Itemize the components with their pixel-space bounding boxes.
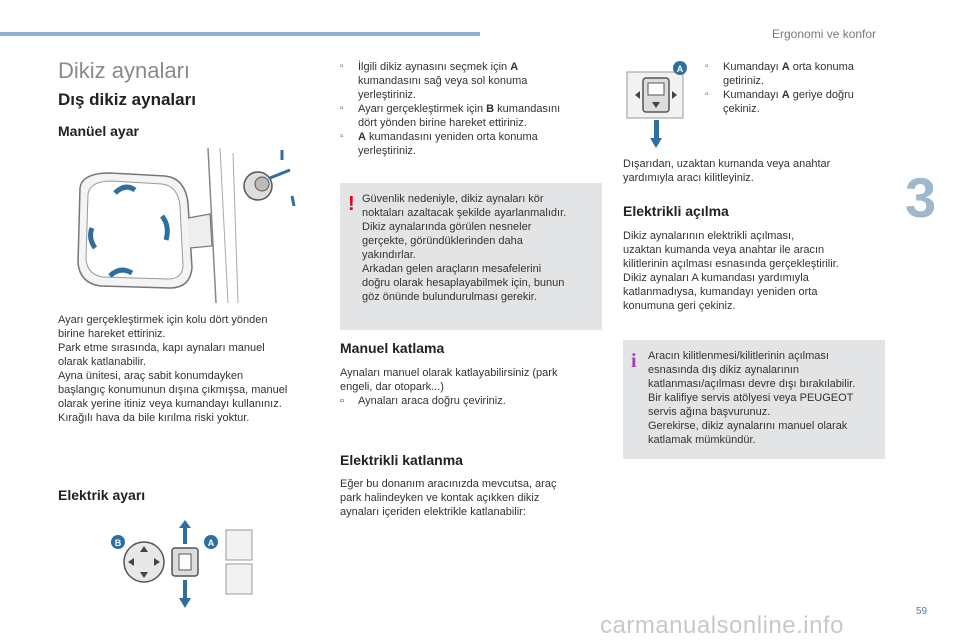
page-title: Dikiz aynaları bbox=[58, 58, 191, 83]
list-item: ▫ A kumandasını yeniden orta konuma yerleştiriniz. bbox=[340, 131, 538, 157]
page-number: 59 bbox=[916, 606, 928, 617]
remote-lock-text: Dışarıdan, uzaktan kumanda veya anahtar yardımıyla aracı kilitleyiniz. bbox=[623, 158, 831, 184]
heading-manual-fold: Manuel katlama bbox=[340, 340, 445, 356]
info-icon: i bbox=[631, 350, 637, 372]
manual-fold-text: Aynaları manuel olarak katlayabilirsiniz (park engeli, dar otopark...) ▫ Aynaları araca doğru çeviriniz. bbox=[340, 367, 558, 407]
heading-electric-fold: Elektrikli katlanma bbox=[340, 452, 463, 468]
list-item: ▫ İlgili dikiz aynasını seçmek için A kumandasını sağ veya sol konuma yerleştiriniz. bbox=[340, 61, 528, 101]
fold-steps bbox=[705, 60, 885, 116]
svg-text:B: B bbox=[114, 538, 122, 548]
watermark: carmanualsonline.info bbox=[600, 612, 844, 639]
list-item: ▫ Kumandayı A geriye doğru çekiniz. bbox=[705, 89, 854, 115]
warning-text: Güvenlik nedeniyle, dikiz aynaları kör noktaları azaltacak şekilde ayarlanmalıdır. Dikiz aynalarında görülen nesneler gerçekte, göründüklerinden daha yakındırlar. Arkadan gelen araçların mesafelerini doğru olarak hesaplayabilmek için, bunun göz önünde bulundurulması gerekir. bbox=[362, 193, 567, 303]
chapter-number: 3 bbox=[905, 166, 937, 229]
heading-manual-adjust: Manüel ayar bbox=[58, 123, 139, 139]
manual-adjust-text: Ayarı gerçekleştirmek için kolu dört yönden birine hareket ettiriniz. Park etme sırasında, kapı aynaları manuel olarak katlanabilir. Ayna ünitesi, araç sabit konumdayken başlangıç konumunun dışına çıkmışsa, manuel olarak yerine itiniz veya kumandayı kullanınız. Kırağılı hava da bile kırılma riski yoktur. bbox=[58, 314, 288, 424]
warning-icon: ! bbox=[348, 193, 355, 215]
list-item: ▫ Ayarı gerçekleştirmek için B kumandasını dört yönden birine hareket ettiriniz. bbox=[340, 103, 561, 129]
electric-control-illustration bbox=[108, 516, 258, 612]
fold-control-illustration bbox=[625, 58, 695, 150]
electric-unfold-text: Dikiz aynalarının elektrikli açılması, uzaktan kumanda veya anahtar ile aracın kilitlerinin açılması esnasında gerçekleştirilir. Dikiz aynaları A kumandası yardımıyla katlanmadıysa, kumandayı yeniden orta konumuna geri çekiniz. bbox=[623, 230, 839, 312]
info-box bbox=[623, 340, 885, 459]
mirror-illustration bbox=[70, 148, 310, 303]
list-item: ▫ Kumandayı A orta konuma getiriniz. bbox=[705, 61, 854, 87]
selection-steps bbox=[340, 60, 595, 158]
section-heading-exterior-mirrors: Dış dikiz aynaları bbox=[58, 90, 196, 109]
svg-text:A: A bbox=[676, 64, 684, 74]
info-text: Aracın kilitlenmesi/kilitlerinin açılması esnasında dış dikiz aynalarının katlanması/açılması devre dışı bırakılabilir. Bir kalifiye servis atölyesi veya PEUGEOT servis ağına başvurunuz. Gerekirse, dikiz aynalarını manuel olarak katlamak mümkündür. bbox=[648, 350, 856, 446]
section-title: Ergonomi ve konfor bbox=[772, 27, 877, 41]
warning-box bbox=[340, 183, 602, 330]
heading-electric-unfold: Elektrikli açılma bbox=[623, 203, 729, 219]
svg-text:A: A bbox=[207, 538, 215, 548]
header-bar bbox=[0, 32, 480, 36]
heading-electric-adjust: Elektrik ayarı bbox=[58, 487, 146, 503]
electric-fold-text: Eğer bu donanım aracınızda mevcutsa, araç park halindeyken ve kontak açıkken dikiz aynaları içeriden elektrikle katlanabilir: bbox=[340, 478, 557, 518]
